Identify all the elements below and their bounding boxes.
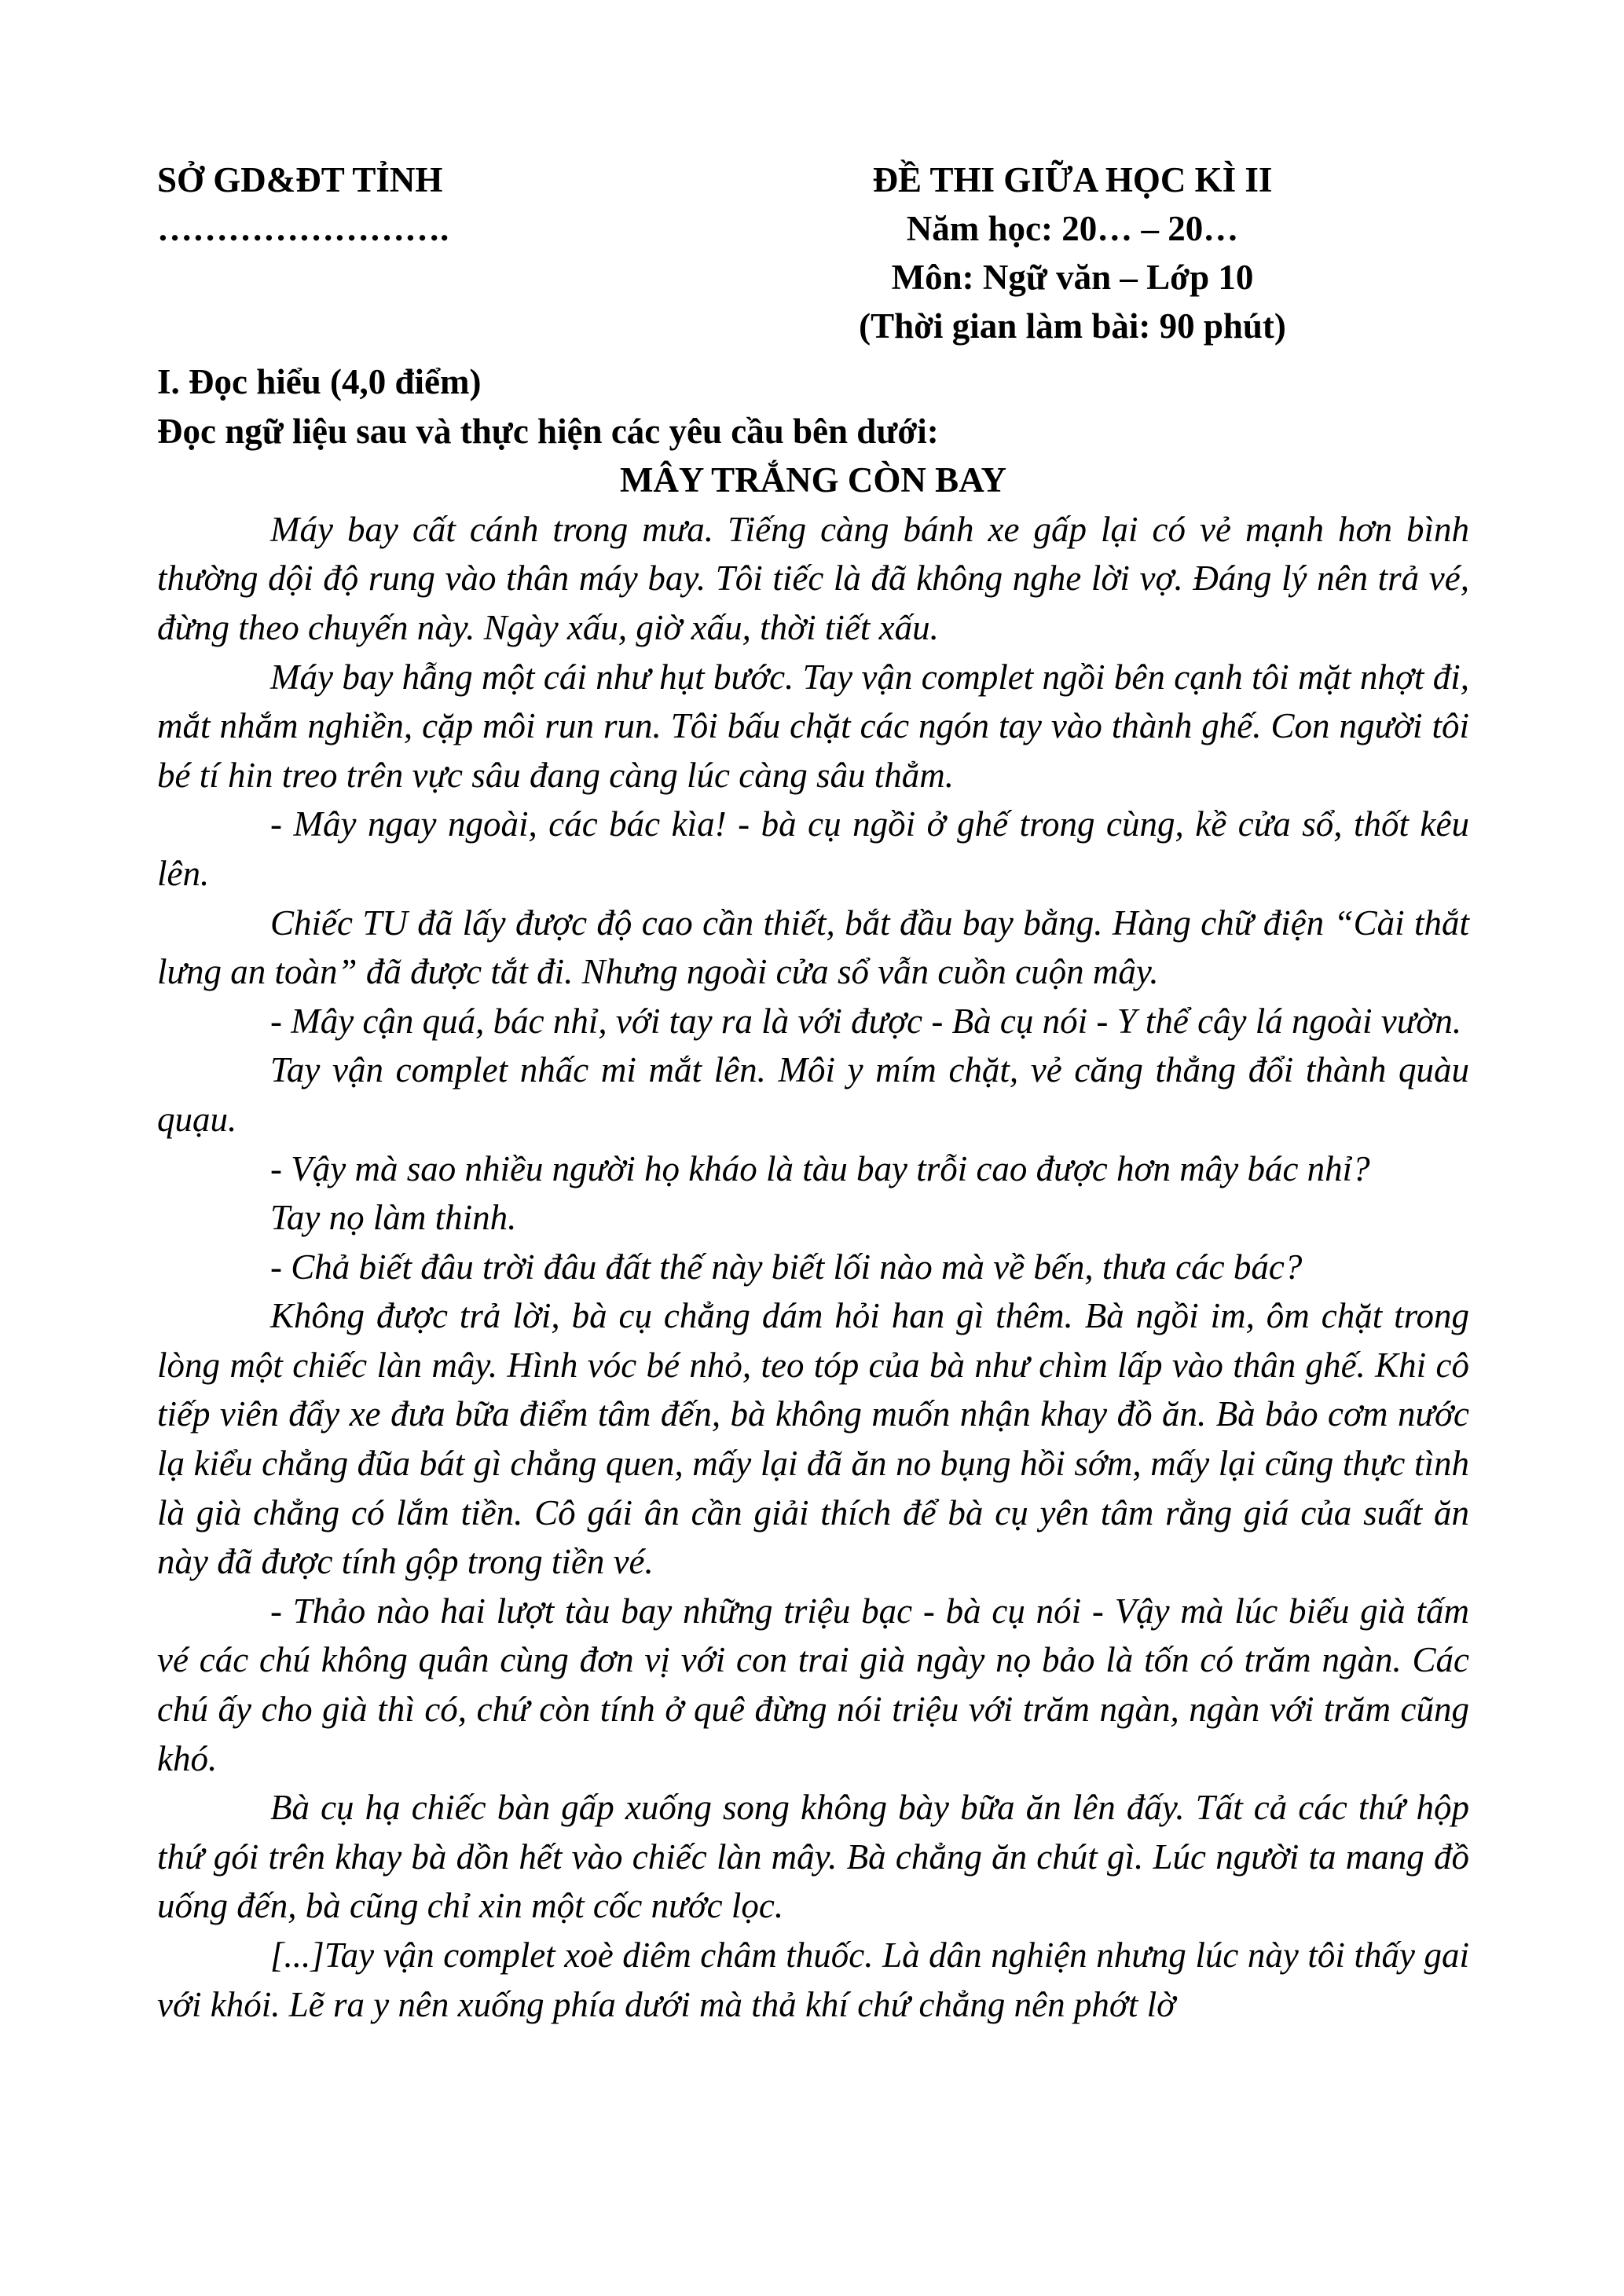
subject-line: Môn: Ngữ văn – Lớp 10: [891, 258, 1254, 297]
school-year: Năm học: 20… – 20…: [906, 209, 1239, 248]
section-heading: I. Đọc hiểu (4,0 điểm): [157, 362, 482, 401]
story-paragraph: - Chả biết đâu trời đâu đất thế này biết lối nào mà về bến, thưa các bác?: [270, 1247, 1303, 1287]
story-paragraph: [...]Tay vận complet xoè diêm châm thuốc. Là dân nghiện nhưng lúc này tôi thấy gai với khói. Lẽ ra y nên xuống phía dưới mà thả khí chứ chẳng nên phớt lờ: [157, 1935, 1469, 2024]
department-name: SỞ GD&ĐT TỈNH: [157, 160, 443, 200]
department-dots: …………………….: [157, 209, 449, 248]
header-left: [157, 156, 449, 253]
story-paragraph: - Mây cận quá, bác nhỉ, với tay ra là với được - Bà cụ nói - Y thể cây lá ngoài vườn.: [270, 1001, 1462, 1041]
story-paragraph: Chiếc TU đã lấy được độ cao cần thiết, bắt đầu bay bằng. Hàng chữ điện “Cài thắt lưng an toàn” đã được tắt đi. Nhưng ngoài cửa sổ vẫn cuồn cuộn mây.: [157, 903, 1469, 992]
story-paragraph: Bà cụ hạ chiếc bàn gấp xuống song không bày bữa ăn lên đấy. Tất cả các thứ hộp thứ gói trên khay bà dồn hết vào chiếc làn mây. Bà chẳng ăn chút gì. Lúc người ta mang đồ uống đến, bà cũng chỉ xin một cốc nước lọc.: [157, 1788, 1469, 1926]
time-limit: (Thời gian làm bài: 90 phút): [859, 306, 1286, 346]
section-instruction: Đọc ngữ liệu sau và thực hiện các yêu cầu bên dưới:: [157, 411, 939, 451]
story-text: [157, 505, 1469, 2029]
story-paragraph: - Thảo nào hai lượt tàu bay những triệu bạc - bà cụ nói - Vậy mà lúc biếu già tấm vé các chú không quân cùng đơn vị với con trai già ngày nọ bảo là tốn có trăm ngàn. Các chú ấy cho già thì có, chứ còn tính ở quê đừng nói triệu với trăm ngàn, ngàn với trăm cũng khó.: [157, 1591, 1469, 1778]
story-paragraph: Tay nọ làm thinh.: [270, 1198, 517, 1238]
reading-section: [157, 357, 1469, 2029]
story-paragraph: Tay vận complet nhấc mi mắt lên. Môi y mím chặt, vẻ căng thẳng đổi thành quàu quạu.: [157, 1050, 1469, 1139]
story-paragraph: Máy bay hẫng một cái như hụt bước. Tay vận complet ngồi bên cạnh tôi mặt nhợt đi, mắt nhắm nghiền, cặp môi run run. Tôi bấu chặt các ngón tay vào thành ghế. Con người tôi bé tí hin treo trên vực sâu đang càng lúc càng sâu thẳm.: [157, 657, 1469, 795]
story-paragraph: - Mây ngay ngoài, các bác kìa! - bà cụ ngồi ở ghế trong cùng, kề cửa sổ, thốt kêu lên.: [157, 804, 1469, 893]
story-paragraph: Không được trả lời, bà cụ chẳng dám hỏi han gì thêm. Bà ngồi im, ôm chặt trong lòng một chiếc làn mây. Hình vóc bé nhỏ, teo tóp của bà như chìm lấp vào thân ghế. Khi cô tiếp viên đẩy xe đưa bữa điểm tâm đến, bà không muốn nhận khay đồ ăn. Bà bảo cơm nước lạ kiểu chẳng đũa bát gì chẳng quen, mấy lại đã ăn no bụng hồi sớm, mấy lại cũng thực tình là già chẳng có lắm tiền. Cô gái ân cần giải thích để bà cụ yên tâm rằng giá của suất ăn này đã được tính gộp trong tiền vé.: [157, 1296, 1469, 1582]
story-title: MÂY TRẮNG CÒN BAY: [619, 460, 1007, 500]
exam-title: ĐỀ THI GIỮA HỌC KÌ II: [872, 160, 1273, 200]
story-paragraph: Máy bay cất cánh trong mưa. Tiếng càng bánh xe gấp lại có vẻ mạnh hơn bình thường dội độ rung vào thân máy bay. Tôi tiếc là đã không nghe lời vợ. Đáng lý nên trả vé, đừng theo chuyến này. Ngày xấu, giờ xấu, thời tiết xấu.: [157, 509, 1469, 647]
header-right: [817, 156, 1328, 350]
story-paragraph: - Vậy mà sao nhiều người họ kháo là tàu bay trỗi cao được hơn mây bác nhỉ?: [270, 1148, 1370, 1188]
